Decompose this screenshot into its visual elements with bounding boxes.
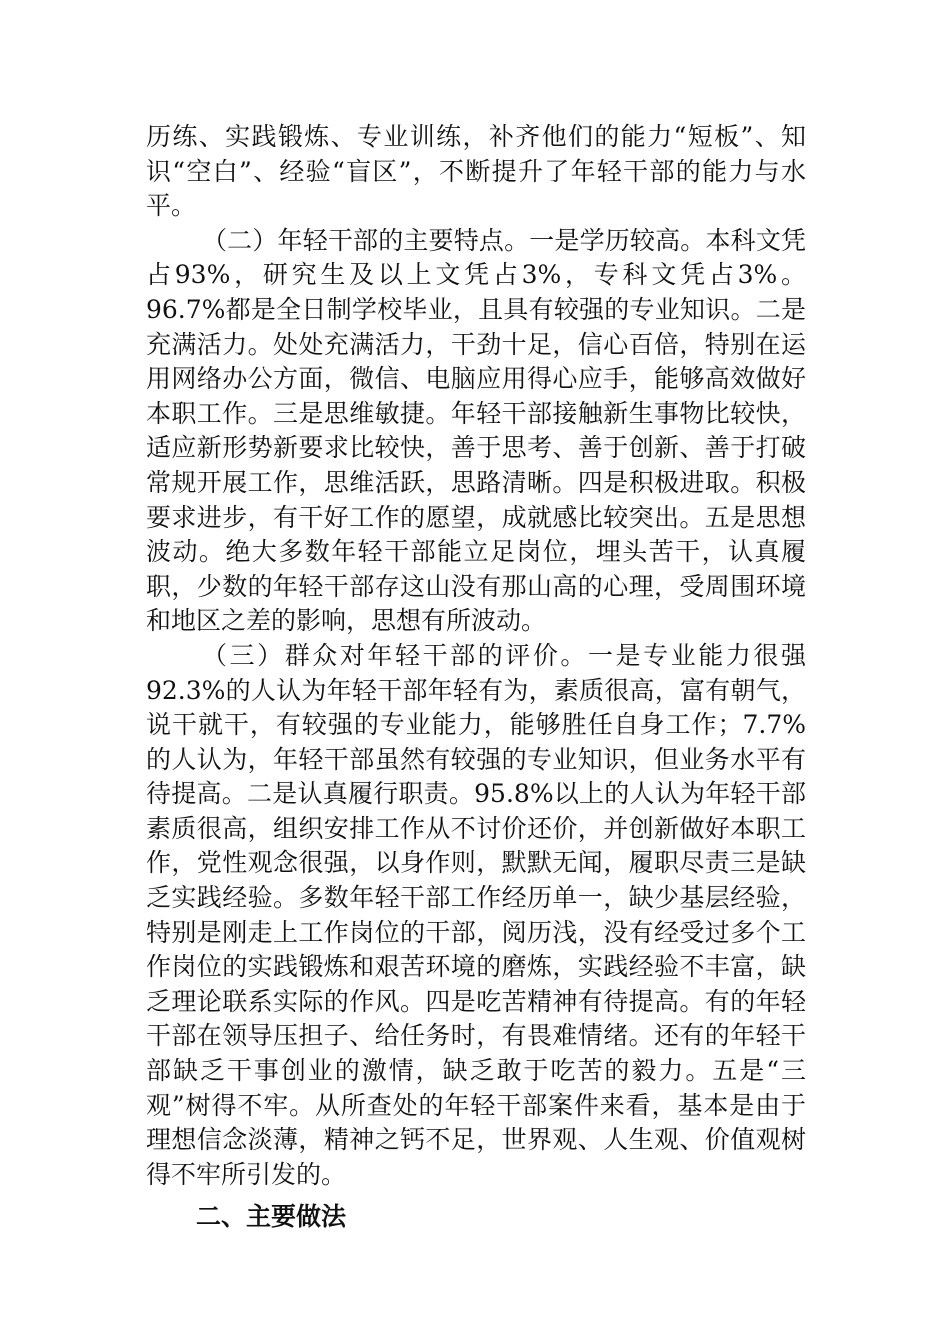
paragraph-young-cadre-characteristics: （二）年轻干部的主要特点。一是学历较高。本科文凭占93%，研究生及以上文凭占3%，专科文凭占3%。96.7%都是全日制学校毕业，且具有较强的专业知识。二是充满活力。处处充满活力，干劲十足，信心百倍，特别在运用网络办公方面，微信、电脑应用得心应手，能够高效做好本职工作。三是思维敏捷。年轻干部接触新生事物比较快，适应新形势新要求比较快，善于思考、善于创新、善于打破常规开展工作，思维活跃，思路清晰。四是积极进取。积极要求进步，有干好工作的愿望，成就感比较突出。五是思想波动。绝大多数年轻干部能立足岗位，埋头苦干，认真履职，少数的年轻干部存这山没有那山高的心理，受周围环境和地区之差的影响，思想有所波动。 bbox=[146, 225, 806, 636]
section-heading: 二、主要做法 bbox=[196, 1202, 347, 1232]
paragraph-continuation: 历练、实践锻炼、专业训练，补齐他们的能力“短板”、知识“空白”、经验“盲区”，不断提升了年轻干部的能力与水平。 bbox=[146, 122, 806, 221]
paragraph-public-evaluation: （三）群众对年轻干部的评价。一是专业能力很强92.3%的人认为年轻干部年轻有为，素质很高，富有朝气，说干就干，有较强的专业能力，能够胜任自身工作；7.7%的人认为，年轻干部虽然有较强的专业知识，但业务水平有待提高。二是认真履行职责。95.8%以上的人认为年轻干部素质很高，组织安排工作从不讨价还价，并创新做好本职工作，党性观念很强，以身作则，默默无闻，履职尽责三是缺乏实践经验。多数年轻干部工作经历单一，缺少基层经验，特别是刚走上工作岗位的干部，阅历浅，没有经受过多个工作岗位的实践锻炼和艰苦环境的磨炼，实践经验不丰富，缺乏理论联系实际的作风。四是吃苦精神有待提高。有的年轻干部在领导压担子、给任务时，有畏难情绪。还有的年轻干部缺乏干事创业的激情，缺乏敢于吃苦的毅力。五是“三观”树得不牢。从所查处的年轻干部案件来看，基本是由于理想信念淡薄，精神之钙不足，世界观、人生观、价值观树得不牢所引发的。 bbox=[146, 640, 806, 1189]
document-body bbox=[146, 120, 806, 1235]
